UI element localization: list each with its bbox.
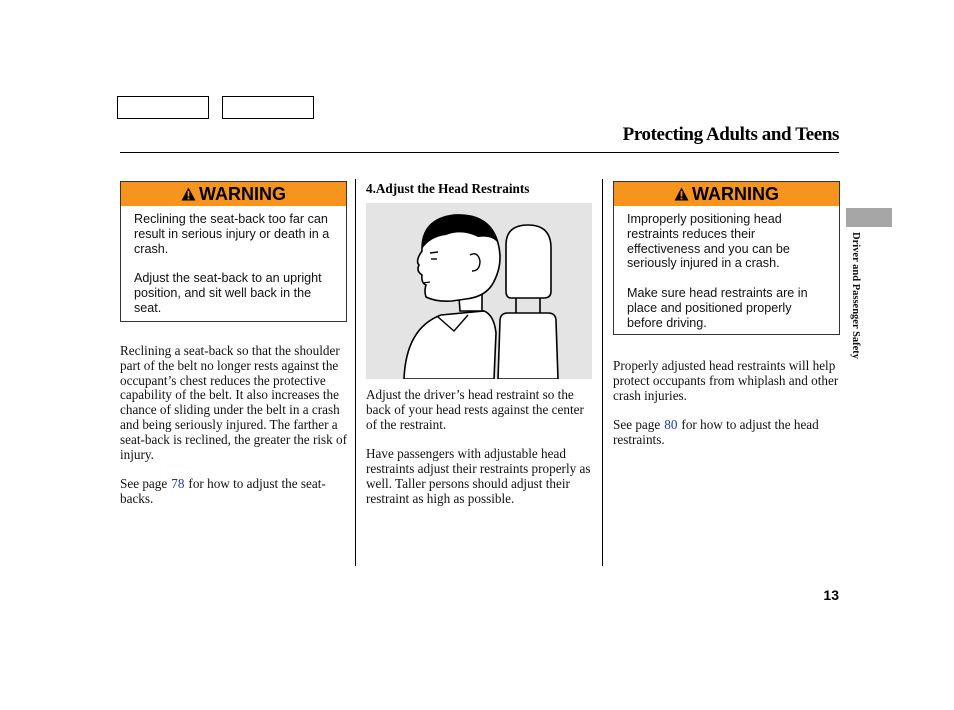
- body-paragraph: Have passengers with adjustable head restraints adjust their restraints properly as well. Taller persons should adjust their restraint as high as possible.: [366, 446, 591, 506]
- page-link-78[interactable]: 78: [171, 476, 185, 492]
- section-label: [846, 232, 866, 392]
- section-heading: 4.Adjust the Head Restraints: [366, 181, 530, 196]
- warning-label: WARNING: [692, 183, 779, 204]
- warning-header: [121, 182, 346, 206]
- head-restraint-illustration: [366, 203, 592, 379]
- warning-triangle-icon: [181, 187, 196, 201]
- section-tab: [846, 208, 892, 227]
- page-title: Protecting Adults and Teens: [622, 124, 839, 145]
- page-link-80[interactable]: 80: [664, 417, 678, 433]
- warning-text: Reclining the seat-back too far can result in serious injury or death in a crash.: [134, 212, 330, 256]
- body-paragraph: Reclining a seat-back so that the shoulder part of the belt no longer rests against the occupant’s chest reduces the protective capability of the belt. It also increases the chance of sliding under the belt in a crash and being seriously injured. The farther a seat-back is reclined, the greater the risk of injury.: [120, 343, 348, 462]
- see-page-reference: See page 80 for how to adjust the head restraints.: [613, 417, 819, 448]
- warning-label: WARNING: [199, 183, 286, 204]
- warning-text: Make sure head restraints are in place and positioned properly before driving.: [627, 286, 808, 330]
- warning-box-head-restraint: [613, 181, 840, 335]
- middle-column-text: [366, 388, 598, 507]
- header-rule: [120, 152, 839, 153]
- warning-triangle-icon: [674, 187, 689, 201]
- right-column-text: [613, 359, 839, 448]
- warning-header: [614, 182, 839, 206]
- body-paragraph: Properly adjusted head restraints will help protect occupants from whiplash and other crash injuries.: [613, 358, 839, 403]
- page-number: 13: [823, 587, 839, 603]
- column-divider: [355, 179, 356, 566]
- nav-button-next[interactable]: [222, 96, 314, 119]
- warning-text: Adjust the seat-back to an upright position, and sit well back in the seat.: [134, 271, 322, 315]
- driver-head-restraint-illustration: [366, 203, 592, 379]
- see-page-reference: See page 78 for how to adjust the seat-backs.: [120, 476, 326, 507]
- warning-text: Improperly positioning head restraints reduces their effectiveness and you can be seriously injured in a crash.: [627, 212, 790, 271]
- column-divider: [602, 179, 603, 566]
- warning-box-seatback: [120, 181, 347, 322]
- section-label-text: Driver and Passenger Safety: [850, 232, 861, 360]
- body-paragraph: Adjust the driver’s head restraint so the back of your head rests against the center of the restraint.: [366, 387, 584, 432]
- left-column-text: [120, 344, 348, 507]
- nav-button-previous[interactable]: [117, 96, 209, 119]
